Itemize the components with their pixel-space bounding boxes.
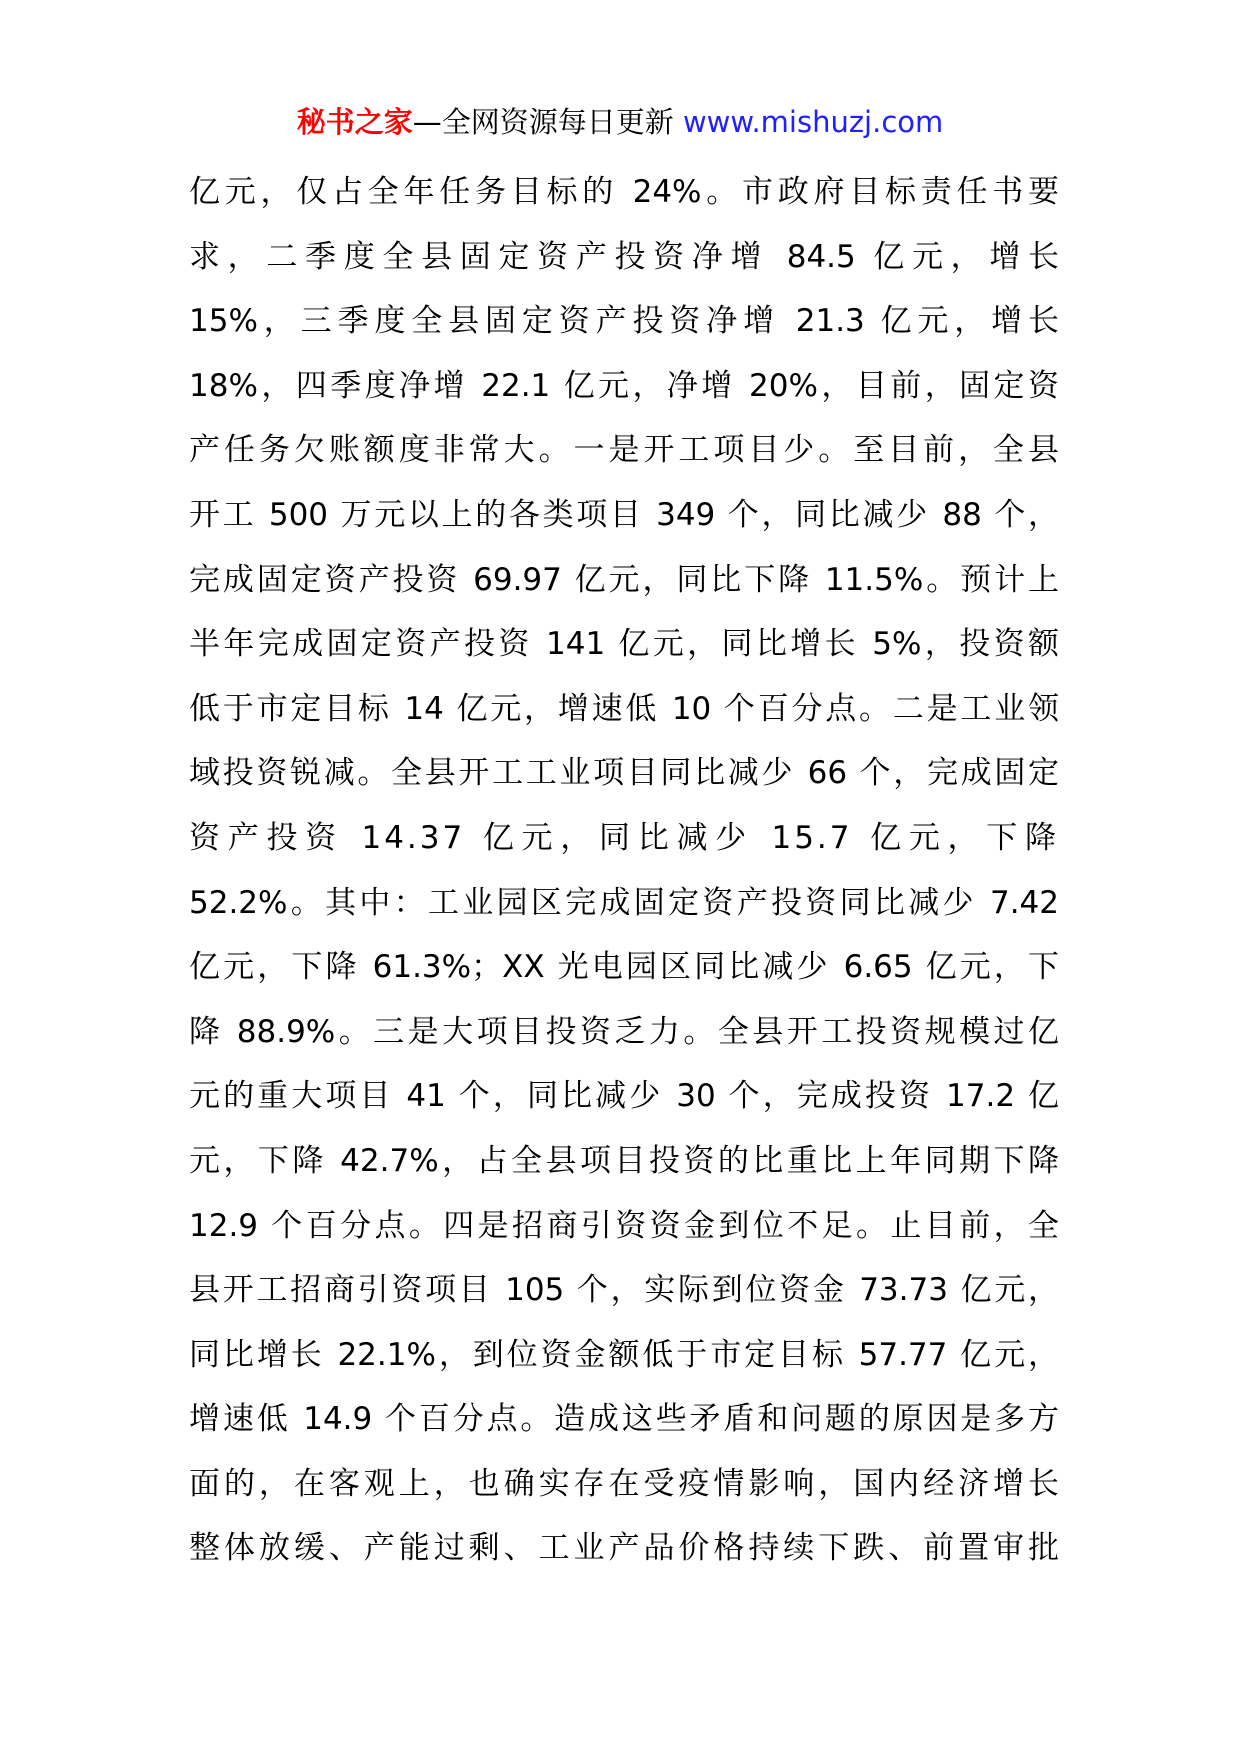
text-line: 15%，三季度全县固定资产投资净增 21.3 亿元，增长 (189, 303, 1059, 340)
text-line: 18%，四季度净增 22.1 亿元，净增 20%，目前，固定资 (189, 367, 1059, 404)
text-line: 亿元，仅占全年任务目标的 24%。市政府目标责任书要 (189, 174, 1059, 210)
brand-name: 秘书之家 (296, 105, 413, 139)
text-line: 面的，在客观上，也确实存在受疫情影响，国内经济增长 (189, 1465, 1059, 1502)
text-line: 亿元，下降 61.3%；XX 光电园区同比减少 6.65 亿元，下 (189, 949, 1059, 986)
text-line: 资产投资 14.37 亿元，同比减少 15.7 亿元，下降 (189, 819, 1059, 856)
text-line: 产任务欠账额度非常大。一是开工项目少。至目前，全县 (189, 432, 1059, 469)
document-body (189, 160, 1059, 1581)
text-line: 元的重大项目 41 个，同比减少 30 个，完成投资 17.2 亿 (189, 1078, 1059, 1115)
header-tagline: —全网资源每日更新 (412, 105, 683, 139)
text-line: 整体放缓、产能过剩、工业产品价格持续下跌、前置审批 (189, 1530, 1059, 1567)
text-line: 低于市定目标 14 亿元，增速低 10 个百分点。二是工业领 (189, 690, 1059, 727)
text-line: 元，下降 42.7%，占全县项目投资的比重比上年同期下降 (189, 1142, 1059, 1179)
text-line: 县开工招商引资项目 105 个，实际到位资金 73.73 亿元， (189, 1272, 1059, 1309)
text-line: 求，二季度全县固定资产投资净增 84.5 亿元，增长 (189, 238, 1059, 275)
text-line: 域投资锐减。全县开工工业项目同比减少 66 个，完成固定 (189, 755, 1059, 792)
text-line: 完成固定资产投资 69.97 亿元，同比下降 11.5%。预计上 (189, 561, 1059, 598)
text-line: 开工 500 万元以上的各类项目 349 个，同比减少 88 个， (189, 496, 1059, 533)
text-line: 同比增长 22.1%，到位资金额低于市定目标 57.77 亿元， (189, 1336, 1059, 1373)
text-line: 52.2%。其中：工业园区完成固定资产投资同比减少 7.42 (189, 884, 1059, 921)
text-line: 12.9 个百分点。四是招商引资资金到位不足。止目前，全 (189, 1207, 1059, 1244)
site-url[interactable]: www.mishuzj.com (682, 105, 944, 139)
text-line: 降 88.9%。三是大项目投资乏力。全县开工投资规模过亿 (189, 1013, 1059, 1050)
text-line: 增速低 14.9 个百分点。造成这些矛盾和问题的原因是多方 (189, 1401, 1059, 1438)
text-line: 半年完成固定资产投资 141 亿元，同比增长 5%，投资额 (189, 626, 1059, 663)
page-header (0, 102, 1240, 142)
